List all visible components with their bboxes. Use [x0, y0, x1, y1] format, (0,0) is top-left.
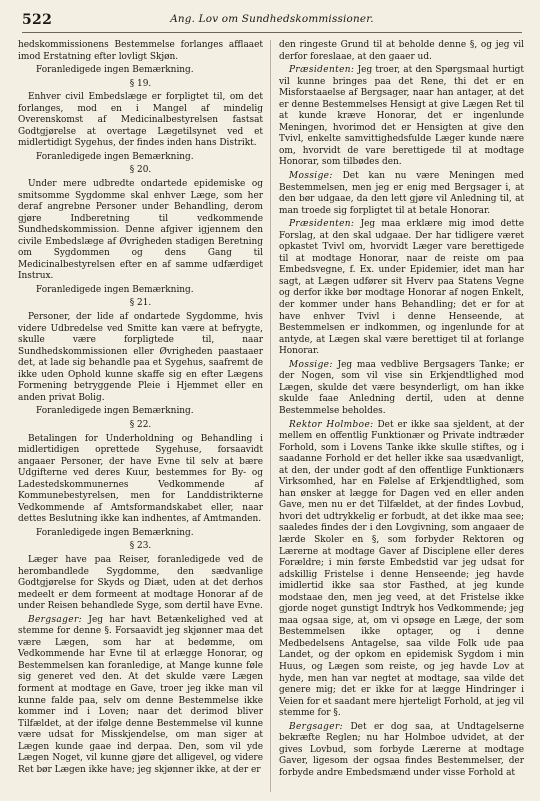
- section-heading: § 19.: [129, 78, 152, 89]
- remark-note: Foranledigede ingen Bemærkning.: [36, 65, 194, 76]
- page-number: 522: [22, 12, 53, 28]
- speech-text: Det er dog saa, at Undtagelserne bekræfte Reglen; nu har Holmboe udvidet, at der gives Lovbud, som forbyde Lærerne at modtage Gaver, ligesom der ogsaa findes Bestemmelser, der forbyde andre Embedsmænd under visse Forhold at: [279, 721, 524, 778]
- section-heading: § 21.: [129, 298, 152, 309]
- section-heading: § 23.: [129, 541, 152, 552]
- remark-note: Foranledigede ingen Bemærkning.: [36, 406, 194, 417]
- section-heading: § 20.: [129, 165, 152, 176]
- right-column: [279, 40, 524, 781]
- speaker-name: Bergsager:: [28, 614, 83, 625]
- body-paragraph: Læger have paa Reiser, foranledigede ved de herombandlede Sygdomme, den sædvanlige Godtgjørelse for Skyds og Diæt, uden at det derhos medeelt er dem formeent at modtage Honorar af de under Reisen behandlede Syge, som dertil have Evne.: [18, 554, 263, 612]
- speech-paragraph: [279, 722, 524, 780]
- body-paragraph: Enhver civil Embedslæge er forpligtet til, om det forlanges, mod en i Mangel af mindelig Overenskomst af Medicinalbestyrelsen fastsat Godtgjørelse at overtage Lægetilsynet ved et midlertidigt Sygehus, der findes inden hans Distrikt.: [18, 92, 263, 149]
- speech-text: Jeg har havt Betænkelighed ved at stemme for denne §. Forsaavidt jeg skjønner maa det være Lægen, som har at bedømme, om Vedkommende har Evne til at erlægge Honorar, og Bestemmelsen kan foranledige, at Mange kunne føle sig generet ved den. At det skulde være Lægen forment at modtage en Gave, troer jeg ikke man vil kunne falde paa, selv om denne Bestemmelse ikke kommer ind i Loven; naar det derimod bliver Tilfældet, at der ifølge denne Bestemmelse vil kunne være udsat for Misskjendelse, om man siger at Lægen kunde gaae ind derpaa. Den, som vil yde Lægen Noget, vil kunne gjøre det alligevel, og videre Ret bør Lægen ikke have; jeg skjønner ikke, at der er: [18, 614, 263, 775]
- speaker-name: Mossige:: [289, 359, 333, 370]
- speech-text: Jeg troer, at den Spørgsmaal hurtigt vil kunne bringes paa det Rene, thi det er en Misforstaaelse af Bergsager, naar han antager, at det er denne Bestemmelses Hensigt at give Lægen Ret til at kunde kræve Honorar, det er ingenlunde Meningen, hvorimod det er Hensigten at give den Tvivl, enkelte samvittighedsfulde Læger kunde nære om, hvorvidt de vare berettigede til at modtage Honorar, som tilbødes den.: [279, 65, 524, 168]
- speech-text: Det er ikke saa sjeldent, at der mellem en offentlig Funktionær og Private indtræder Forhold, som i Lovens Tanke ikke skulle stiftes, og i saadanne Forhold er det heller ikke saa usædvanligt, at den, der under godt af den offentlige Funktionærs Virksomhed, har en Følelse af Erkjendtlighed, som han ønsker at lægge for Dagen ved en eller anden Gave, men nu er det Tilfældet, at der findes Lovbud, hvori det udtrykkelig er forbudt, at det ikke maa see; saaledes findes der i den Lovgivning, som angaaer de lærde Skoler en §, som forbyder Rektoren og Lærerne at modtage Gaver af Disciplene eller deres Forældre; i min første Embedstid var jeg udsat for adskillig Fristelse i denne Henseende; jeg havde imidlertid ikke saa stor Fasthed, at jeg kunde modstaae den, men jeg veed, at det Fristelse ikke gjorde noget gunstigt Indtryk hos Vedkommende; jeg maa ogsaa sige, at, om vi opsøge en Læge, der som Bestemmelsen ikke optager, og i denne Medbedelsens Antagelse, saa vilde Folk ude paa Landet, og der opkom en epidemisk Sygdom i min Huus, og Lægen som reiste, og jeg havde Lov at hyde, men han var negtet at modtage, saa vilde det genere mig; det er ikke for at lægge Hindringer i Veien for et saadant mere hjerteligt Forhold, at jeg vil stemme for §.: [279, 419, 524, 719]
- body-paragraph: Under mere udbredte ondartede epidemiske og smitsomme Sygdomme skal enhver Læge, som her deraf angrebne Personer under Behandling, derom gjøre Indberetning til vedkommende Sundhedskommission. Denne afgiver igjennem den civile Embedslæge af Øvrigheden stadigen Beretning om Sygdommen og dens Gang til Medicinalbestyrelsen efter en af samme udfærdiget Instrux.: [18, 179, 263, 282]
- speech-paragraph: [279, 219, 524, 358]
- speaker-name: Præsidenten:: [289, 65, 355, 76]
- continued-paragraph: hedskommissionens Bestemmelse forlanges afflaaet imod Erstatning efter lovligt Skjøn.: [18, 40, 263, 62]
- speech-paragraph: [279, 420, 524, 720]
- speech-paragraph: [18, 615, 263, 777]
- speech-paragraph: [279, 65, 524, 169]
- left-column: [18, 40, 263, 778]
- running-title: Ang. Lov om Sundhedskommissioner.: [170, 13, 374, 25]
- body-paragraph: Betalingen for Underholdning og Behandling i midlertidigen oprettede Sygehuse, forsaavidt angaaer Personer, der have Evne til selv at bære Udgifterne ved deres Kuur, bestemmes for By- og Ladestedskommunernes Vedkommende af Kommunebestyrelsen, men for Landdistrikterne Vedkommende af Amtsformandskabet eller, naar dettes Beslutning ikke kan indhentes, af Amtmanden.: [18, 433, 263, 525]
- page-header: [22, 10, 522, 33]
- speech-text: Jeg maa erklære mig imod dette Forslag, at den skal udgaae. Der har tidligere været opkastet Tvivl om, hvorvidt Læger vare berettigede til at modtage Honorar, naar de reiste om paa Embedsvegne, f. Ex. under Epidemier, idet man har sagt, at Lægen udfører sit Hverv paa Statens Vegne og derfor ikke bør modtage Honorar af nogen Enkelt, der kommer under hans Behandling; det er for at have enhver Tvivl i denne Henseende, at Bestemmelsen er indkommen, og ingenlunde for at antyde, at Lægen skal være berettiget til at forlange Honorar.: [279, 219, 525, 357]
- speaker-name: Bergsager:: [289, 721, 344, 732]
- speaker-name: Rektor Holmboe:: [289, 419, 374, 430]
- speaker-name: Præsidenten:: [289, 219, 355, 230]
- speech-paragraph: [279, 171, 524, 217]
- remark-note: Foranledigede ingen Bemærkning.: [36, 527, 194, 538]
- speaker-name: Mossige:: [289, 171, 333, 182]
- speech-paragraph: [279, 360, 524, 418]
- speech-text: Jeg maa vedblive Bergsagers Tanke; er der Nogen, som vil vise sin Erkjendtlighed mod Lægen, skulde det være besynderligt, om han ikke skulde faae Anledning dertil, uden at denne Bestemmelse beholdes.: [279, 359, 525, 416]
- speech-text: Det kan nu være Meningen med Bestemmelsen, men jeg er enig med Bergsager i, at den bør udgaae, da den lett gjøre vil Anledning til, at man troede sig forpligtet til at betale Honorar.: [279, 171, 524, 216]
- continued-paragraph: den ringeste Grund til at beholde denne §, og jeg vil derfor foreslaae, at den gaaer ud.: [279, 40, 524, 62]
- body-paragraph: Personer, der lide af ondartede Sygdomme, hvis videre Udbredelse ved Smitte kan være at befrygte, skulle være forpligtede til, naar Sundhedskommissionen eller Øvrigheden paastaaer det, at lade sig behandle paa et Sygehus, saafremt de ikke uden Ophold kunne skaffe sig en efter Lægens Formening betryggende Pleie i Hjemmet eller en anden privat Bolig.: [18, 312, 263, 403]
- remark-note: Foranledigede ingen Bemærkning.: [36, 284, 194, 295]
- section-heading: § 22.: [129, 419, 152, 430]
- column-divider: [270, 40, 271, 792]
- remark-note: Foranledigede ingen Bemærkning.: [36, 151, 194, 162]
